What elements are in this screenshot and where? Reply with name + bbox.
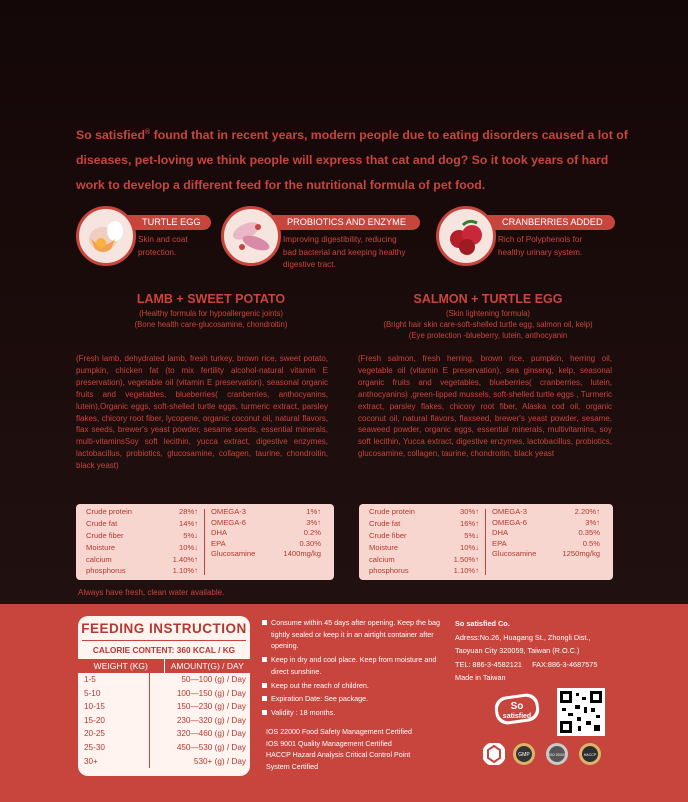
- nutrition-table-lamb: [76, 504, 334, 580]
- nutrition-col: [82, 507, 202, 577]
- water-note: Always have fresh, clean water available.: [78, 588, 225, 597]
- feeding-divider: [82, 640, 246, 641]
- product-title-salmon: SALMON + TURTLE EGG: [413, 292, 563, 306]
- product-subtitle-line: (Bright hair skin care-soft-shelled turtle egg, salmon oil, kelp): [383, 320, 593, 329]
- nutrient-value: 28%↑: [179, 507, 198, 516]
- nutrient-value: 1.10%↑: [172, 566, 198, 576]
- nutrient-name: OMEGA-6: [211, 517, 247, 527]
- nutrient-value: 1%↑: [306, 507, 321, 516]
- nutrition-row: [492, 518, 600, 529]
- company-address: Adress:No.26, Huagang St., Zhongli Dist.,: [455, 632, 591, 642]
- cranberry-icon: [436, 206, 496, 266]
- cert-line: IOS 22000 Food Safety Management Certified: [266, 728, 412, 736]
- feature-cranberries: [436, 206, 616, 276]
- feature-desc: [283, 234, 405, 272]
- product-subtitle-line: (Eye protection -blueberry, lutein, anthocyanin: [408, 331, 568, 340]
- nutrient-name: EPA: [492, 538, 507, 548]
- nutrient-name: phosphorus: [86, 566, 126, 576]
- feeding-table-body: [78, 673, 250, 768]
- intro-text: found that in recent years, modern people due to eating disorders caused a lot of diseases, pet-loving we think people will express that cat and dog? So it took years of hard work to develop a different feed for the nutritional formula of pet food.: [76, 128, 628, 193]
- feature-desc: [498, 234, 582, 259]
- product-subtitle-line: (Healthy formula for hypoallergenic joints): [139, 309, 283, 318]
- header-weight: WEIGHT (KG): [93, 661, 148, 671]
- nutrition-row: [492, 539, 600, 550]
- nutrient-name: OMEGA-3: [211, 507, 247, 516]
- nutrient-name: phosphorus: [369, 566, 409, 576]
- storage-tips: [262, 617, 452, 721]
- nutrition-row: [369, 543, 479, 554]
- feature-desc-line: Skin and coat: [138, 235, 188, 244]
- badge-text: ISO 22000: [549, 753, 565, 757]
- nutrient-name: Moisture: [369, 542, 399, 552]
- gmp-badge-icon: [512, 742, 536, 766]
- weight-column: [78, 673, 150, 768]
- calorie-content: CALORIE CONTENT: 360 KCAL / KG: [92, 645, 236, 655]
- nutrient-value: 30%↑: [460, 507, 479, 516]
- feeding-title: FEEDING INSTRUCTION: [81, 621, 247, 636]
- nutrition-row: [86, 543, 198, 554]
- nutrient-name: EPA: [211, 538, 226, 548]
- nutrition-row: [211, 507, 321, 518]
- nutrient-name: OMEGA-3: [492, 507, 528, 516]
- nutrient-value: 1.50%↑: [453, 554, 479, 564]
- nutrient-name: calcium: [369, 554, 395, 564]
- amount-cell: 320—460 (g) / Day: [176, 729, 246, 739]
- product-subtitle-line: (Skin lightening formula): [445, 309, 531, 318]
- nutrient-value: 14%↑: [179, 518, 198, 528]
- nutrition-row: [86, 519, 198, 530]
- cert-line: IOS 9001 Quality Management Certified: [266, 739, 392, 748]
- bullet-icon: [262, 683, 267, 688]
- nutrition-row: [211, 528, 321, 539]
- nutrition-row: [211, 539, 321, 550]
- feature-title: CRANBERRIES ADDED: [482, 215, 615, 230]
- nutrition-row: [492, 549, 600, 560]
- product-title-lamb: LAMB + SWEET POTATO: [136, 292, 286, 306]
- feeding-instruction-card: [78, 616, 250, 776]
- logo-text: satisfied: [502, 713, 532, 720]
- bullet-icon: [262, 710, 267, 715]
- nutrient-name: Glucosamine: [492, 549, 537, 559]
- feature-desc-line: Improving digestibility, reducing: [283, 235, 397, 244]
- header-amount: AMOUNT(G) / DAY: [164, 659, 251, 673]
- nutrition-row: [86, 531, 198, 542]
- nutrient-name: DHA: [211, 528, 228, 538]
- registered-mark: ®: [145, 129, 151, 136]
- feature-desc: [138, 234, 188, 259]
- company-info: [455, 617, 597, 685]
- certifications: [266, 727, 412, 773]
- nutrient-value: 16%↑: [460, 518, 479, 528]
- feature-desc-line: protection.: [138, 247, 177, 257]
- ingredients-salmon: (Fresh salmon, fresh herring, brown rice, pumpkin, herring oil, vegetable oil (vitamin E preservation), sea ginseng, kelp, seasonal organic fruits and vegetables, blueberries( cranberries, lutein, anthocyanins) ,green-lipped mussels, soft-shelled turtle eggs , Turmeric extract, parsley flakes, chicory root fiber, Alaska cod oil, organic coconut oil, natural flavors, flaxseed, brewer's yeast powder, sesame, seaweed powder, organic eggs, essential minerals, multivitamins, soy soft lecithin, Yucca extract, digestive enzymes, lactobacillus, probiotics, glucosamine, collagen, taurine, chondroitin, black yeast: [358, 354, 612, 459]
- tip-text: Expiration Date: See package.: [271, 694, 369, 704]
- amount-column: [150, 673, 250, 768]
- nutrition-row: [211, 518, 321, 529]
- iso-badge-icon: [545, 742, 569, 766]
- feeding-table-header: [78, 659, 250, 673]
- intro-paragraph: [76, 120, 636, 198]
- product-subtitle: [358, 308, 618, 341]
- company-name: So satisfied Co.: [455, 619, 510, 628]
- nutrient-name: calcium: [86, 554, 112, 564]
- nutrition-row: [492, 528, 600, 539]
- bullet-icon: [262, 620, 267, 625]
- nutrient-value: 0.5%: [582, 538, 600, 548]
- weight-cell: 5-10: [84, 688, 101, 698]
- bullet-icon: [262, 657, 267, 662]
- nutrition-row: [369, 555, 479, 566]
- nutrient-name: Crude protein: [86, 507, 133, 516]
- feature-desc-line: bad bacterial and keeping healthy: [283, 247, 406, 257]
- tip-text: Keep out the reach of children.: [271, 680, 369, 690]
- nutrient-name: DHA: [492, 528, 509, 538]
- feature-title: TURTLE EGG: [122, 215, 211, 230]
- nutrition-row: [86, 507, 198, 518]
- weight-cell: 25-30: [84, 742, 105, 752]
- brand-name: So satisfied: [76, 128, 146, 143]
- brand-logo: [487, 691, 547, 727]
- tip-item: [262, 693, 452, 705]
- nutrition-col: [488, 507, 604, 577]
- amount-cell: 530+ (g) / Day: [193, 756, 246, 766]
- amount-cell: 230—320 (g) / Day: [176, 715, 246, 725]
- turtle-egg-icon: [76, 206, 136, 266]
- nutrient-value: 3%↑: [306, 517, 321, 527]
- bullet-icon: [262, 696, 267, 701]
- nutrient-value: 1.40%↑: [172, 554, 198, 564]
- nutrition-row: [369, 519, 479, 530]
- haccp-badge-icon: [578, 742, 602, 766]
- nutrient-value: 5%↓: [464, 530, 479, 540]
- nutrition-divider: [204, 509, 205, 575]
- tip-text: Consume within 45 days after opening. Keep the bag tightly sealed or keep it in an airtight container after opening.: [271, 618, 441, 651]
- weight-cell: 10-15: [84, 702, 105, 712]
- tip-item: [262, 654, 452, 677]
- cert-line: System Certified: [266, 762, 319, 771]
- nutrient-value: 5%↓: [183, 530, 198, 540]
- amount-cell: 450—530 (g) / Day: [176, 742, 246, 752]
- nutrition-divider: [485, 509, 486, 575]
- nutrition-row: [211, 549, 321, 560]
- nutrition-row: [369, 531, 479, 542]
- nutrient-name: Crude fiber: [369, 530, 407, 540]
- feature-desc-line: digestive tract.: [283, 260, 336, 269]
- certification-icon: [482, 742, 506, 766]
- tip-text: Keep in dry and cool place. Keep from moisture and direct sunshine.: [271, 655, 437, 676]
- nutrient-name: Crude fat: [86, 518, 118, 528]
- product-subtitle: [76, 308, 346, 330]
- ingredients-lamb: (Fresh lamb, dehydrated lamb, fresh turkey, brown rice, sweet potato, pumpkin, chicken fat (to mix fertility alcohol-natural vitamin E preservation), vegetable oil (vitamin E preservation), seasonal organic fruits and vegetables, blueberries( cranberries, anthocyanins, lutein),Organic eggs, soft-shelled turtle eggs, turmeric extract, parsley flakes, chicory root fiber, lycopene, organic coconut oil, natural flavors, flax seeds, brewer's yeast powder, sesame seeds, essential minerals, multi-vitaminsSoy soft lecithin, yucca extract, digestive enzymes, lactobacillus, probiotics, glucosamine, collagen, taurine, chondroitin, black yeast): [76, 354, 328, 471]
- nutrient-value: 10%↓: [179, 542, 198, 552]
- amount-cell: 150—230 (g) / Day: [176, 702, 246, 712]
- qr-code[interactable]: [557, 688, 605, 736]
- nutrition-col: [365, 507, 483, 577]
- nutrient-value: 3%↑: [585, 517, 600, 527]
- probiotics-icon: [221, 206, 281, 266]
- company-fax: FAX:886-3-4687575: [532, 659, 598, 669]
- company-address: Taoyuan City 320059, Taiwan (R.O.C.): [455, 646, 580, 656]
- feature-desc-line: healthy urinary system.: [498, 247, 583, 257]
- nutrient-name: OMEGA-6: [492, 517, 528, 527]
- feature-probiotics: [221, 206, 431, 276]
- badge-text: GMP: [518, 752, 530, 758]
- nutrient-name: Crude protein: [369, 507, 416, 516]
- nutrient-value: 0.35%: [578, 528, 600, 538]
- tip-item: [262, 680, 452, 692]
- weight-cell: 15-20: [84, 715, 105, 725]
- feature-turtle-egg: [76, 206, 226, 276]
- weight-cell: 1-5: [84, 675, 96, 684]
- nutrition-row: [369, 566, 479, 577]
- nutrient-value: 1400mg/kg: [283, 549, 321, 559]
- nutrition-row: [86, 555, 198, 566]
- nutrition-row: [86, 566, 198, 577]
- nutrient-name: Glucosamine: [211, 549, 256, 559]
- nutrient-name: Crude fat: [369, 518, 401, 528]
- nutrient-name: Crude fiber: [86, 530, 124, 540]
- nutrient-name: Moisture: [86, 542, 116, 552]
- weight-cell: 20-25: [84, 729, 105, 739]
- amount-cell: 100—150 (g) / Day: [176, 688, 246, 698]
- tip-item: [262, 617, 452, 652]
- badge-text: HACCP: [583, 753, 597, 757]
- nutrient-value: 1250mg/kg: [562, 549, 600, 559]
- nutrient-value: 1.10%↑: [453, 566, 479, 576]
- logo-text: So: [510, 701, 524, 712]
- weight-cell: 30+: [84, 756, 98, 766]
- nutrition-table-salmon: [359, 504, 613, 580]
- company-tel: TEL: 886-3-4582121: [455, 659, 522, 669]
- company-contact: [455, 658, 597, 672]
- nutrition-col: [207, 507, 325, 577]
- feature-desc-line: Rich of Polyphenols for: [498, 235, 583, 244]
- nutrition-row: [492, 507, 600, 518]
- amount-cell: 50—100 (g) / Day: [181, 675, 246, 684]
- nutrient-value: 0.2%: [303, 528, 321, 538]
- nutrient-value: 0.30%: [299, 538, 321, 548]
- made-in: Made in Taiwan: [455, 673, 506, 683]
- cert-line: HACCP Hazard Analysis Critical Control Point: [266, 751, 411, 760]
- feature-title: PROBIOTICS AND ENZYME: [267, 215, 420, 230]
- nutrition-row: [369, 507, 479, 518]
- tip-text: Validity : 18 months.: [271, 707, 336, 717]
- product-subtitle-line: (Bone health care-glucosamine, chondroitin): [134, 320, 288, 329]
- nutrient-value: 10%↓: [460, 542, 479, 552]
- nutrient-value: 2.20%↑: [574, 507, 600, 516]
- tip-item: [262, 707, 452, 719]
